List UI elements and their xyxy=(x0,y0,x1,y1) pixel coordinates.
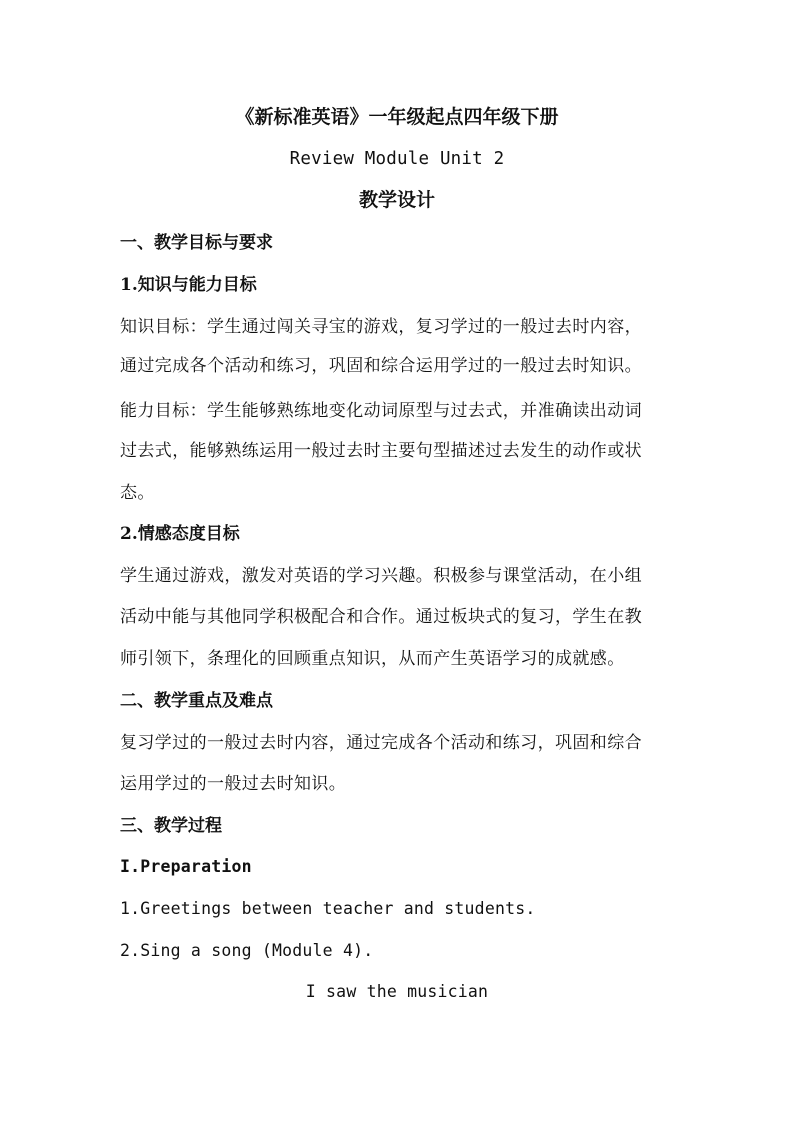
paragraph-line: 活动中能与其他同学积极配合和合作。通过板块式的复习，学生在教 xyxy=(120,607,642,627)
subheading-emotion: 2.情感态度目标 xyxy=(120,524,240,544)
step-item: 2.Sing a song (Module 4). xyxy=(120,941,374,960)
section-heading-objectives: 一、教学目标与要求 xyxy=(120,233,273,253)
paragraph-line: 态。 xyxy=(120,483,155,503)
paragraph-line: 过去式，能够熟练运用一般过去时主要句型描述过去发生的动作或状 xyxy=(120,441,642,461)
subheading-knowledge-ability: 1.知识与能力目标 xyxy=(120,275,257,295)
paragraph-line: 学生通过游戏，激发对英语的学习兴趣。积极参与课堂活动，在小组 xyxy=(120,566,642,586)
song-title: I saw the musician xyxy=(305,982,489,1001)
paragraph-line: 知识目标：学生通过闯关寻宝的游戏，复习学过的一般过去时内容， xyxy=(120,317,642,337)
paragraph-line: 运用学过的一般过去时知识。 xyxy=(120,774,347,794)
step-item: 1.Greetings between teacher and students. xyxy=(120,899,536,918)
paragraph-line: 能力目标：学生能够熟练地变化动词原型与过去式，并准确读出动词 xyxy=(120,401,642,421)
paragraph-line: 通过完成各个活动和练习，巩固和综合运用学过的一般过去时知识。 xyxy=(120,356,642,376)
paragraph-line: 复习学过的一般过去时内容，通过完成各个活动和练习，巩固和综合 xyxy=(120,733,642,753)
section-heading-process: 三、教学过程 xyxy=(120,816,222,836)
document-subtitle: 教学设计 xyxy=(358,189,435,211)
document-title: 《新标准英语》一年级起点四年级下册 xyxy=(235,106,559,128)
step-heading: I.Preparation xyxy=(120,857,252,876)
paragraph-line: 师引领下，条理化的回顾重点知识，从而产生英语学习的成就感。 xyxy=(120,649,625,669)
document-unit-title: Review Module Unit 2 xyxy=(289,149,505,169)
section-heading-key-points: 二、教学重点及难点 xyxy=(120,691,273,711)
